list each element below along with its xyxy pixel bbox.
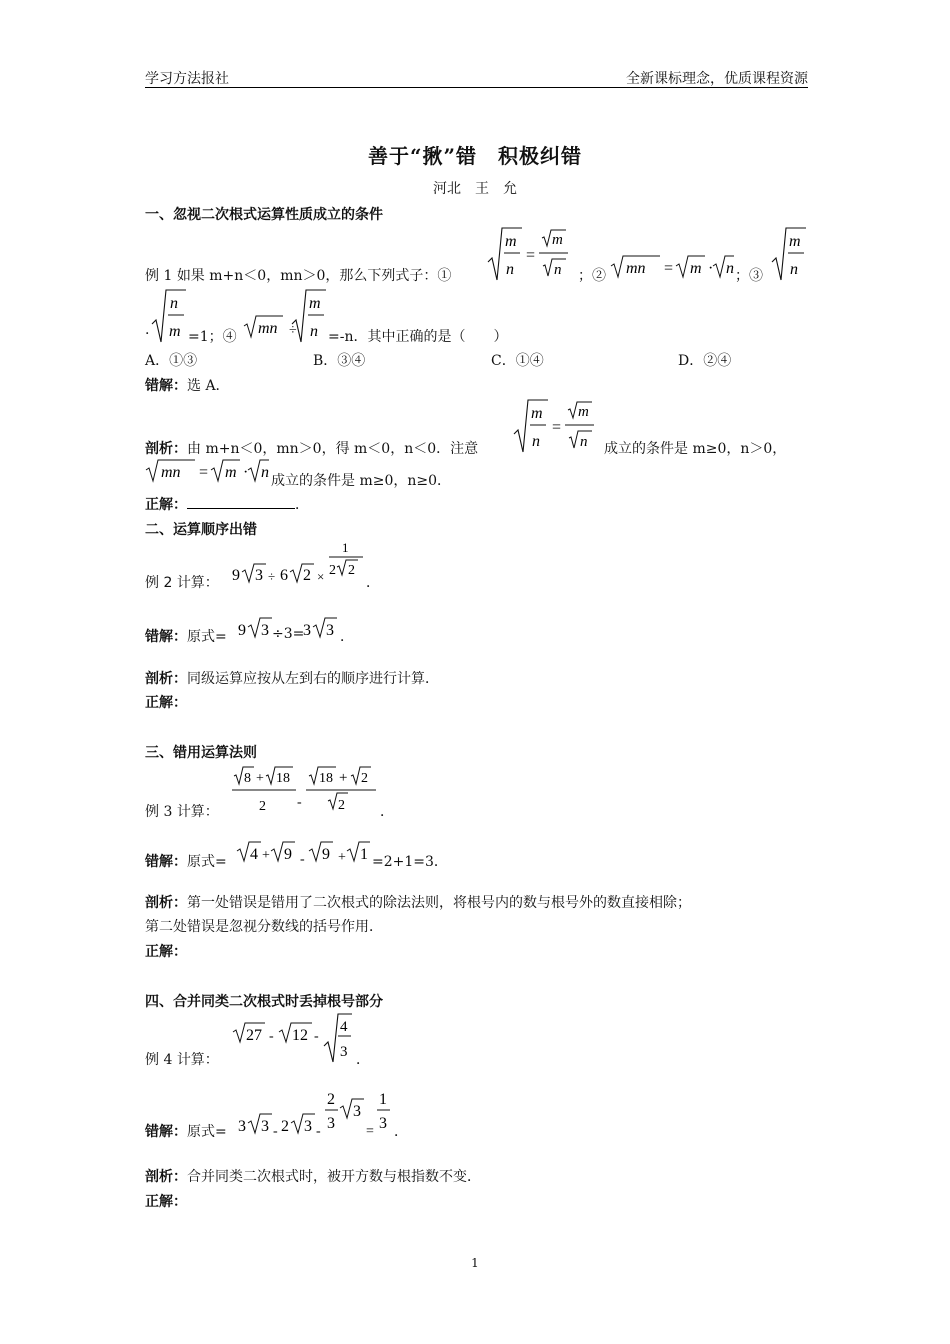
s2-wrong: [145, 626, 227, 646]
e2-frac-2: 2: [329, 563, 336, 578]
s1-correct: [145, 494, 309, 514]
e4-minus1: -: [269, 1029, 274, 1044]
page-number: 1: [471, 1256, 479, 1270]
s3-correct: [145, 941, 187, 961]
s4-analysis-text: 合并同类二次根式时，被开方数与根指数不变．: [187, 1169, 481, 1185]
f2-m: m: [690, 260, 702, 277]
w4-r3: 3: [261, 1118, 269, 1135]
e3-8: 8: [244, 771, 251, 786]
e3-2b: 2: [361, 771, 368, 786]
option-b: B．③④: [313, 353, 366, 369]
answer-blank[interactable]: [187, 496, 295, 509]
ex3-end: ．: [380, 804, 394, 820]
f3a-den: n: [790, 261, 798, 278]
f2-n: n: [726, 260, 734, 277]
w2-3: 3: [261, 622, 269, 639]
s4-wrong-formula: [236, 1082, 398, 1140]
f1-eq: =: [526, 247, 536, 264]
s1-analysis-text3: 成立的条件是 m≥0，n≥0．: [271, 473, 452, 489]
w4-2: 2: [281, 1118, 289, 1135]
w4-r3b: 3: [304, 1118, 312, 1135]
option-a: A．①③: [145, 353, 198, 369]
header-right: 全新课标理念，优质课程资源: [626, 71, 808, 87]
a1-den: n: [532, 433, 540, 450]
s4-wrong-label: 错解：: [145, 1124, 187, 1140]
a1-eq: =: [552, 419, 562, 436]
s4-analysis: [145, 1166, 481, 1186]
e3-plus2: +: [339, 770, 348, 786]
s1-analysis-text2: 成立的条件是 m≥0，n＞0，: [604, 441, 787, 457]
ex1-formula-3a: [770, 224, 810, 286]
w3-minus: -: [300, 852, 305, 867]
f4b-den: n: [310, 323, 318, 340]
w2-9: 9: [238, 622, 246, 639]
a2-eq: =: [199, 464, 209, 481]
ex3-label: 例 3: [145, 804, 173, 820]
s2-wrong-end: ．: [340, 629, 354, 645]
s3-wrong-label: 错解：: [145, 854, 187, 870]
ex4-line: [145, 1049, 219, 1069]
s3-analysis-text2: 第二处错误是忽视分数线的括号作用．: [145, 919, 383, 935]
section-4-heading: 四、合并同类二次根式时丢掉根号部分: [145, 994, 383, 1010]
ex1-sep2: ；②: [578, 268, 606, 284]
s1-wrong: [145, 375, 230, 395]
f4b-num: m: [309, 295, 321, 312]
ex1-label: 例 1: [145, 268, 173, 284]
f2-dot: ·: [708, 260, 714, 277]
s1-correct-end: ．: [295, 497, 309, 513]
s1-wrong-text: 选 A．: [187, 378, 230, 394]
f3a-num: m: [789, 233, 801, 250]
s2-wrong-label: 错解：: [145, 629, 187, 645]
s2-correct-label: 正解：: [145, 695, 187, 711]
a2-dot: ·: [243, 464, 249, 481]
s1-wrong-label: 错解：: [145, 378, 187, 394]
s3-analysis-1: [145, 892, 691, 912]
e3-18b: 18: [319, 771, 333, 786]
e2-2: 2: [303, 567, 311, 584]
ex1-eq1: =1；④: [188, 329, 237, 345]
ex1-dot: ·: [145, 326, 150, 342]
section-1-heading: 一、忽视二次根式运算性质成立的条件: [145, 207, 383, 223]
ex3-text: 计算：: [176, 804, 219, 820]
w3-1: 1: [360, 846, 368, 863]
w3-9: 9: [284, 846, 292, 863]
s2-wrong-formula-2: [302, 614, 342, 644]
s1-analysis-formula-1: [512, 396, 604, 458]
s4-correct: [145, 1191, 187, 1211]
ex1-line1: [145, 265, 451, 285]
ex1-sep3: ；③: [735, 268, 763, 284]
w4-rden: 3: [379, 1115, 387, 1132]
s2-analysis-text: 同级运算应按从左到右的顺序进行计算．: [187, 671, 439, 687]
f3b-num: n: [170, 295, 178, 312]
ex1-formula-3b: [150, 286, 190, 348]
ex2-text: 计算：: [176, 575, 219, 591]
e4-num: 4: [340, 1019, 348, 1035]
ex1-formula-4b: [290, 286, 330, 348]
header-left: 学习方法报社: [145, 71, 229, 87]
s2-wrong-text: 原式=: [187, 629, 227, 645]
e3-den2: 2: [338, 798, 345, 813]
ex3-line: [145, 801, 219, 821]
e2-frac-num: 1: [342, 540, 349, 555]
ex1-eq2: =-n．其中正确的是（ ）: [328, 329, 508, 345]
f2-eq: =: [664, 260, 674, 277]
s2-wrong-formula-1: [236, 614, 276, 644]
a2-m: m: [225, 464, 237, 481]
ex3-formula: [230, 760, 385, 820]
ex2-formula: [230, 538, 370, 590]
f4-div: ÷: [289, 323, 297, 338]
w4-3: 3: [238, 1118, 246, 1135]
s1-correct-label: 正解：: [145, 497, 187, 513]
s1-analysis-text1: 由 m+n＜0，mn＞0，得 m＜0，n＜0．注意: [187, 441, 479, 457]
e2-9: 9: [232, 567, 240, 584]
section-3-heading: 三、错用运算法则: [145, 745, 257, 761]
w4-fr3: 3: [353, 1103, 361, 1120]
e2-6: 6: [280, 567, 288, 584]
e3-18: 18: [276, 771, 290, 786]
w3-9b: 9: [322, 846, 330, 863]
s3-analysis-text1: 第一处错误是错用了二次根式的除法法则，将根号内的数与根号外的数直接相除；: [187, 895, 691, 911]
ex2-line: [145, 572, 219, 592]
w4-minus2: -: [316, 1124, 321, 1139]
s2-analysis-label: 剖析：: [145, 671, 187, 687]
ex4-end: ．: [356, 1052, 370, 1068]
author: 河北 王 允: [433, 181, 517, 197]
f1-num: m: [505, 233, 517, 250]
e2-div: ÷: [268, 569, 276, 584]
page-title: 善于“揪”错 积极纠错: [367, 144, 582, 168]
a1-num: m: [531, 405, 543, 422]
f4-mn: mn: [258, 320, 278, 337]
s4-analysis-label: 剖析：: [145, 1169, 187, 1185]
w4-fden: 3: [327, 1115, 335, 1132]
e3-plus: +: [256, 771, 264, 786]
s1-analysis-formula-2: [145, 456, 270, 486]
ex4-text: 计算：: [176, 1052, 219, 1068]
ex1-formula-1: [486, 224, 578, 286]
e2-frac-r2: 2: [348, 563, 355, 578]
e3-minus: -: [297, 795, 302, 810]
option-c: C．①④: [491, 353, 544, 369]
ex1-text1: 如果 m+n＜0，mn＞0，那么下列式子：①: [176, 268, 452, 284]
w2b-3: 3: [303, 622, 311, 639]
s2-analysis: [145, 668, 439, 688]
w3-4: 4: [250, 846, 258, 863]
s4-wrong-end: ．: [394, 1124, 408, 1140]
s2-correct: [145, 692, 187, 712]
ex4-label: 例 4: [145, 1052, 173, 1068]
ex1-formula-2: [610, 252, 735, 282]
e4-12: 12: [292, 1027, 308, 1044]
e2-times: ×: [317, 569, 325, 584]
f3b-den: m: [169, 323, 181, 340]
w2b-r3: 3: [326, 622, 334, 639]
e4-minus2: -: [314, 1029, 319, 1044]
s3-wrong-end: =2+1=3．: [372, 854, 448, 870]
s1-analysis-1: [145, 438, 478, 458]
e2-3: 3: [255, 567, 263, 584]
ex2-label: 例 2: [145, 575, 173, 591]
header-rule: [145, 87, 808, 88]
s3-wrong-text: 原式=: [187, 854, 227, 870]
a1-rnum: m: [578, 404, 589, 420]
w4-fnum: 2: [327, 1091, 335, 1108]
w3-plus2: +: [338, 850, 346, 865]
f1-rden: n: [554, 262, 562, 278]
w3-plus: +: [262, 848, 270, 863]
s3-analysis-label: 剖析：: [145, 895, 187, 911]
option-d: D．②④: [678, 353, 732, 369]
s4-correct-label: 正解：: [145, 1194, 187, 1210]
e4-den: 3: [340, 1044, 348, 1060]
a2-n: n: [261, 464, 269, 481]
s1-analysis-label: 剖析：: [145, 441, 187, 457]
s3-wrong: [145, 851, 227, 871]
w4-rnum: 1: [379, 1091, 387, 1108]
s3-correct-label: 正解：: [145, 944, 187, 960]
ex4-formula: [232, 1012, 357, 1068]
s4-wrong: [145, 1121, 227, 1141]
s2-wrong-mid: ÷3=: [272, 626, 305, 642]
a1-rden: n: [580, 434, 588, 450]
section-2-heading: 二、运算顺序出错: [145, 522, 257, 538]
f2-mn: mn: [626, 260, 646, 277]
w4-minus1: -: [273, 1124, 278, 1139]
a2-mn: mn: [161, 464, 181, 481]
ex2-end: ．: [366, 575, 380, 591]
e4-27: 27: [246, 1027, 262, 1044]
s3-wrong-formula: [236, 838, 376, 868]
f1-rnum: m: [552, 232, 563, 248]
e3-den1: 2: [259, 799, 266, 814]
w4-eq: =: [366, 1124, 374, 1139]
s4-wrong-text: 原式=: [187, 1124, 227, 1140]
f1-den: n: [506, 261, 514, 278]
